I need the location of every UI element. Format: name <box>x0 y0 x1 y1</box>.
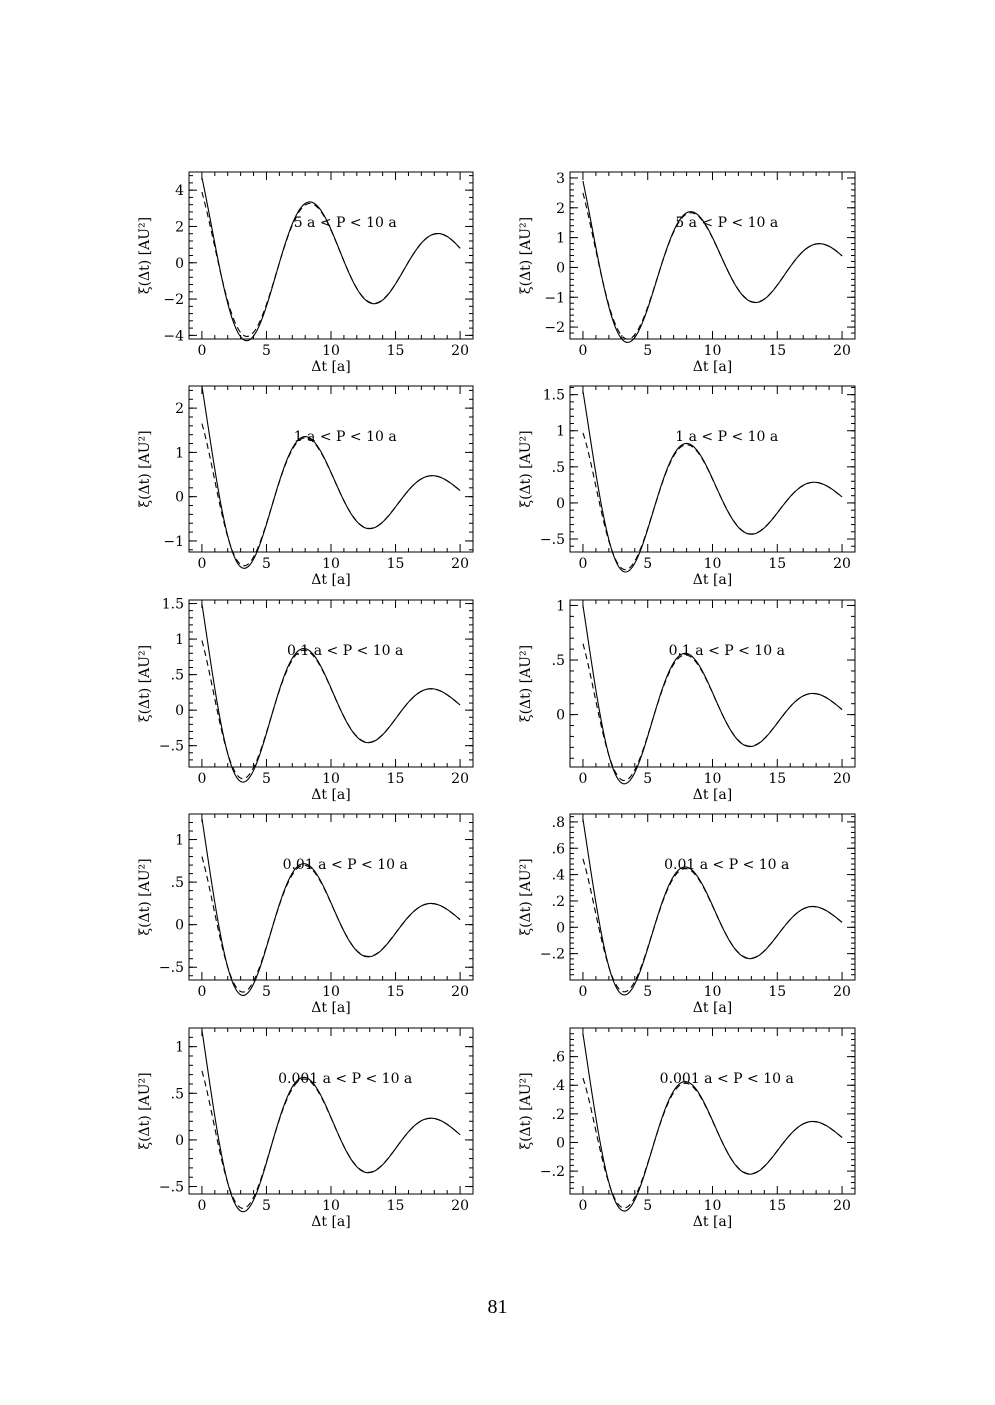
y-tick-label: 0 <box>556 260 565 277</box>
range-annotation: 5 a < P < 10 a <box>675 215 779 231</box>
x-tick-label: 10 <box>322 984 340 1000</box>
x-tick-label: 15 <box>768 1198 787 1214</box>
x-tick-label: 15 <box>386 1198 405 1214</box>
y-tick-label: .2 <box>551 1106 565 1123</box>
y-tick-label: 2 <box>175 219 184 236</box>
panel-3L <box>137 597 473 803</box>
y-tick-label: 0 <box>175 703 184 720</box>
x-axis-label: Δt [a] <box>692 359 733 375</box>
panel-4R <box>518 814 855 1016</box>
panel-3R <box>518 598 855 803</box>
range-annotation: 0.001 a < P < 10 a <box>659 1071 794 1087</box>
panel-4L <box>137 814 473 1016</box>
y-tick-label: 1 <box>556 230 565 247</box>
range-annotation: 0.001 a < P < 10 a <box>278 1071 413 1087</box>
y-tick-label: 1 <box>556 423 565 440</box>
plot-frame <box>189 814 473 980</box>
x-tick-label: 20 <box>451 771 470 787</box>
y-axis-label: ξ(Δt) [AU²] <box>137 1072 153 1150</box>
x-tick-label: 5 <box>261 1198 271 1214</box>
range-annotation: 1 a < P < 10 a <box>675 429 779 445</box>
y-tick-label: .6 <box>551 841 565 858</box>
x-tick-label: 20 <box>833 1198 851 1214</box>
x-tick-label: 15 <box>768 984 787 1000</box>
x-tick-label: 10 <box>322 1198 340 1214</box>
y-axis-label: ξ(Δt) [AU²] <box>518 644 534 723</box>
y-tick-label: 3 <box>556 170 565 187</box>
panel-1R <box>518 171 855 375</box>
x-tick-label: 20 <box>451 984 470 1000</box>
y-tick-label: 2 <box>556 200 565 217</box>
x-tick-label: 10 <box>322 556 340 572</box>
y-tick-label: .5 <box>170 667 184 684</box>
solid-curve <box>583 181 842 342</box>
x-tick-label: 15 <box>768 343 787 359</box>
panel-1L <box>137 172 473 375</box>
x-tick-label: 15 <box>386 771 405 787</box>
solid-curve <box>202 177 460 340</box>
y-tick-label: −.5 <box>158 738 184 755</box>
dashed-curve <box>583 859 842 992</box>
x-tick-label: 0 <box>197 556 207 572</box>
page-number: 81 <box>487 1296 508 1318</box>
y-tick-label: −1 <box>163 533 184 550</box>
x-tick-label: 5 <box>643 1198 653 1214</box>
plot-frame <box>570 386 855 552</box>
x-tick-label: 10 <box>322 343 340 359</box>
y-axis-label: ξ(Δt) [AU²] <box>518 858 534 936</box>
x-tick-label: 20 <box>451 556 470 572</box>
y-tick-label: −.2 <box>539 946 565 963</box>
panel-5R <box>518 1028 855 1230</box>
x-tick-label: 5 <box>643 343 653 359</box>
y-tick-label: .5 <box>551 459 565 476</box>
panel-5L <box>137 1028 473 1230</box>
solid-curve <box>583 1034 842 1211</box>
y-tick-label: 0 <box>175 1132 184 1149</box>
y-tick-label: 0 <box>556 495 565 512</box>
x-tick-label: 10 <box>703 1198 722 1214</box>
y-tick-label: 1.5 <box>161 596 184 613</box>
x-tick-label: 20 <box>833 343 851 359</box>
plot-frame <box>189 1028 473 1194</box>
y-axis-label: ξ(Δt) [AU²] <box>518 430 534 508</box>
y-tick-label: .4 <box>551 1078 565 1095</box>
range-annotation: 0.01 a < P < 10 a <box>664 857 790 873</box>
y-tick-label: 1.5 <box>542 387 565 404</box>
x-tick-label: 5 <box>643 556 653 572</box>
y-tick-label: 1 <box>175 632 184 649</box>
panel-2R <box>518 386 855 588</box>
x-tick-label: 15 <box>768 771 787 787</box>
x-tick-label: 5 <box>643 771 653 787</box>
x-axis-label: Δt [a] <box>311 787 351 803</box>
y-axis-label: ξ(Δt) [AU²] <box>518 1072 534 1150</box>
y-tick-label: −4 <box>163 328 184 345</box>
x-axis-label: Δt [a] <box>311 572 351 588</box>
y-axis-label: ξ(Δt) [AU²] <box>137 216 153 295</box>
y-axis-label: ξ(Δt) [AU²] <box>137 430 153 508</box>
y-tick-label: −2 <box>163 292 184 309</box>
y-tick-label: .5 <box>170 1086 184 1103</box>
x-axis-label: Δt [a] <box>692 572 733 588</box>
x-tick-label: 5 <box>261 984 271 1000</box>
x-tick-label: 20 <box>451 1198 470 1214</box>
x-tick-label: 20 <box>833 984 851 1000</box>
y-tick-label: 1 <box>175 832 184 849</box>
range-annotation: 0.01 a < P < 10 a <box>282 857 408 873</box>
y-tick-label: .5 <box>551 653 565 670</box>
y-tick-label: −.5 <box>539 532 565 549</box>
y-tick-label: 1 <box>556 598 565 615</box>
range-annotation: 0.1 a < P < 10 a <box>668 643 785 659</box>
x-tick-label: 5 <box>261 771 271 787</box>
x-tick-label: 0 <box>578 771 588 787</box>
x-tick-label: 20 <box>833 771 851 787</box>
y-tick-label: .8 <box>551 814 565 831</box>
x-tick-label: 10 <box>322 771 340 787</box>
solid-curve <box>202 818 460 995</box>
y-tick-label: .5 <box>170 875 184 892</box>
panel-2L <box>137 386 473 588</box>
y-tick-label: 0 <box>556 1135 565 1152</box>
x-tick-label: 0 <box>197 771 207 787</box>
x-tick-label: 5 <box>261 556 271 572</box>
x-tick-label: 15 <box>386 556 405 572</box>
x-tick-label: 10 <box>703 343 722 359</box>
x-tick-label: 5 <box>643 984 653 1000</box>
y-tick-label: −.5 <box>158 960 184 977</box>
x-tick-label: 0 <box>578 984 588 1000</box>
x-tick-label: 0 <box>578 343 588 359</box>
dashed-curve <box>202 192 460 336</box>
y-tick-label: 0 <box>556 920 565 937</box>
solid-curve <box>202 604 460 783</box>
solid-curve <box>202 1030 460 1212</box>
plot-frame <box>570 1028 855 1194</box>
x-axis-label: Δt [a] <box>692 1214 733 1230</box>
y-tick-label: 0 <box>175 489 184 506</box>
y-tick-label: .4 <box>551 867 565 884</box>
x-tick-label: 10 <box>703 984 722 1000</box>
x-tick-label: 0 <box>197 984 207 1000</box>
plot-frame <box>570 600 855 767</box>
range-annotation: 1 a < P < 10 a <box>293 429 397 445</box>
x-tick-label: 10 <box>703 556 722 572</box>
y-tick-label: 1 <box>175 445 184 462</box>
x-tick-label: 0 <box>578 556 588 572</box>
plot-frame <box>570 814 855 980</box>
x-tick-label: 5 <box>261 343 271 359</box>
x-tick-label: 0 <box>197 343 207 359</box>
x-axis-label: Δt [a] <box>311 1214 351 1230</box>
y-tick-label: −2 <box>544 320 565 337</box>
x-tick-label: 10 <box>703 771 722 787</box>
y-tick-label: 0 <box>175 917 184 934</box>
y-tick-label: 0 <box>175 255 184 272</box>
x-axis-label: Δt [a] <box>692 1000 733 1016</box>
range-annotation: 5 a < P < 10 a <box>293 215 397 231</box>
y-tick-label: 2 <box>175 401 184 418</box>
plot-frame <box>189 600 473 767</box>
y-axis-label: ξ(Δt) [AU²] <box>518 216 534 295</box>
y-tick-label: 4 <box>175 183 184 200</box>
x-tick-label: 15 <box>386 343 405 359</box>
y-tick-label: −1 <box>544 290 565 307</box>
x-tick-label: 20 <box>833 556 851 572</box>
x-tick-label: 15 <box>768 556 787 572</box>
dashed-curve <box>202 641 460 779</box>
x-tick-label: 20 <box>451 343 470 359</box>
solid-curve <box>202 386 460 568</box>
plot-frame <box>570 172 855 339</box>
x-axis-label: Δt [a] <box>311 1000 351 1016</box>
x-tick-label: 15 <box>386 984 405 1000</box>
y-tick-label: −.5 <box>158 1179 184 1196</box>
y-tick-label: −.2 <box>539 1164 565 1181</box>
y-tick-label: .6 <box>551 1049 565 1066</box>
solid-curve <box>583 605 842 783</box>
x-axis-label: Δt [a] <box>311 359 351 375</box>
x-tick-label: 0 <box>197 1198 207 1214</box>
x-axis-label: Δt [a] <box>692 787 733 803</box>
y-tick-label: 0 <box>556 707 565 724</box>
y-axis-label: ξ(Δt) [AU²] <box>137 644 153 723</box>
y-axis-label: ξ(Δt) [AU²] <box>137 858 153 936</box>
y-tick-label: 1 <box>175 1039 184 1056</box>
x-tick-label: 0 <box>578 1198 588 1214</box>
plot-frame <box>189 386 473 552</box>
range-annotation: 0.1 a < P < 10 a <box>287 643 404 659</box>
y-tick-label: .2 <box>551 893 565 910</box>
dashed-curve <box>202 857 460 993</box>
